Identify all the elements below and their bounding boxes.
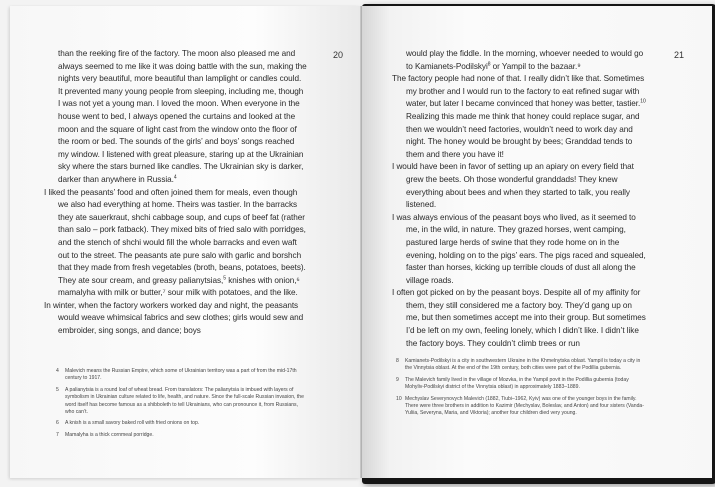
footnote: [396, 377, 646, 392]
left-page-body: [44, 48, 307, 338]
paragraph: I liked the peasants’ food and often joined them for meals, even though we also had everything at home. Theirs was tastier. In the barracks they ate sauerkraut, shchi cabbage soup, and cups of beef fat (rather than salo – pork fatback). They mixed bits of fried salo with porridges, and the stench of shchi would fill the whole barracks and even waft out to the street. The peasants ate pure salo with garlic and borshch that they made from fresh vegetables (broth, beans, potatoes, beets). They ate sour cream, and greasy palianytsias,$^5$ knishes with onion,⁶ mamalyha with milk or butter,⁷ sour milk with potatoes, and the like.: [44, 187, 306, 298]
page-number-left: 20: [333, 50, 344, 60]
footnote-ref: 5: [223, 274, 226, 281]
footnote: [56, 387, 306, 417]
footnote-number: 9: [396, 376, 399, 383]
paragraph: than the reeking fire of the factory. The moon also pleased me and always seemed to me like it was doing battle with the sun, making the nights very beautiful, more beautiful than lamplight or candles could. It prevented many young people from sleeping, including me, though I was not yet a young man. I loved the moon. When everyone in the house went to bed, I always opened the curtains and looked at the moon and the square of light cast from the window onto the floor of the room or bed. The sounds of the girls’ and boys’ songs reached my window. I listened with great pleasure, staring up at the Ukrainian sky where the stars burned like candles. The Ukrainian sky is darker, darker than anywhere in Russia.$^4$: [58, 49, 307, 184]
footnote-ref: 4: [173, 174, 177, 181]
footnote-text: A palianytsia is a round loaf of wheat bread. From translators: The palianytsia is imbued with layers of symbolism in Ukrainian culture related to life, health, and nature. Since the full-scale Russian invasion, the word itself has become famous as a shibboleth to tell Ukrainians, who can pronounce it, from Russians, who can’t.: [65, 386, 304, 416]
right-page-body: [392, 48, 647, 350]
paragraph: I often got picked on by the peasant boys. Despite all of my affinity for them, they still considered me a factory boy. They’d gang up on me, but then sometimes accept me into their group. But sometimes I’d be left on my own, feeling lonely, which I didn’t like. I didn’t like the factory boys. They couldn’t climb trees or run: [392, 288, 646, 348]
footnote-number: 7: [56, 431, 59, 438]
footnote: [56, 420, 306, 427]
footnote-ref: 8: [487, 60, 491, 67]
footnote-number: 10: [396, 395, 402, 402]
footnote-text: Mamalyha is a thick cornmeal porridge.: [65, 431, 154, 438]
footnote-text: A knish is a small savory baked roll with fried onions on top.: [65, 420, 200, 427]
paragraph: The factory people had none of that. I really didn’t like that. Sometimes my brother and I would run to the factory to eat refined sugar with water, but later I became convinced that honey was better, tastier.$^{10}$ Realizing this made me think that honey could replace sugar, and then we wouldn’t need factories, wouldn’t need to work day and night. The honey would be brought by bees; Granddad tends to them and there you have it!: [392, 74, 646, 159]
footnote: [396, 396, 646, 418]
footnote: [396, 358, 646, 373]
footnote-number: 5: [56, 386, 59, 393]
footnote: [56, 432, 306, 439]
paragraph: I would have been in favor of setting up an apiary on every field that grew the beets. Oh those wonderful granddads! They knew everything about bees and when they started to talk, you really listened.: [392, 162, 634, 210]
footnote-number: 4: [56, 368, 59, 374]
open-book: [6, 4, 706, 481]
footnote-text: Malevich means the Russian Empire, which some of Ukrainian territory was a part of from the mid-17th century to 1917.: [65, 368, 297, 382]
right-page-footnotes: [396, 358, 646, 422]
footnote-text: Kamianets-Podilskyi is a city in southwestern Ukraine in the Khmelnytskа oblast. Yampil is today a city in the Vinnytsia oblast. At the end of the 19th century, both cities were part of the Podillia gubernia.: [405, 358, 641, 372]
footnote-number: 6: [56, 420, 59, 427]
footnote-number: 8: [396, 358, 399, 364]
paragraph: In winter, when the factory workers worked day and night, the peasants would weave whimsical fabrics and sew clothes; girls would sew and embroider, sing songs, and dance; boys: [44, 300, 304, 336]
footnote-text: Mechyslav Severynovych Malevich (1882, Tiubi–1962, Kyiv) was one of the younger boys in the family. There were three brothers in addition to Kazimir (Mechyslav, Boleslav, and Anton) and four sisters (Vanda-Yuliia, Severyna, Maria, and Viktoria); another four children died very young.: [405, 395, 644, 417]
right-page: [362, 6, 712, 478]
paragraph: I was always envious of the peasant boys who lived, as it seemed to me, in the wild, in nature. They grazed horses, went camping, pastured large herds of swine that they rode home on in the evening, holding on to the pigs’ ears. The pigs raced and squealed, faster than horses, kicking up terrible clouds of dust all along the village roads.: [392, 212, 646, 285]
footnote-text: The Malevich family lived in the village of Mozvka, in the Yampil povit in the Podillia gubernia (today Mohyliv-Podilskyi district of the Vinnytsia oblast) in approximately 1883–1889.: [405, 376, 629, 391]
footnote-ref: 10: [640, 98, 646, 105]
paragraph: would play the fiddle. In the morning, whoever needed to would go to Kamianets-Podilskyi$^8$ or Yampil to the bazaar.⁹: [406, 49, 644, 71]
page-number-right: 21: [674, 50, 685, 60]
left-page: [10, 6, 360, 478]
footnote: [56, 368, 306, 383]
left-page-footnotes: [56, 368, 306, 443]
